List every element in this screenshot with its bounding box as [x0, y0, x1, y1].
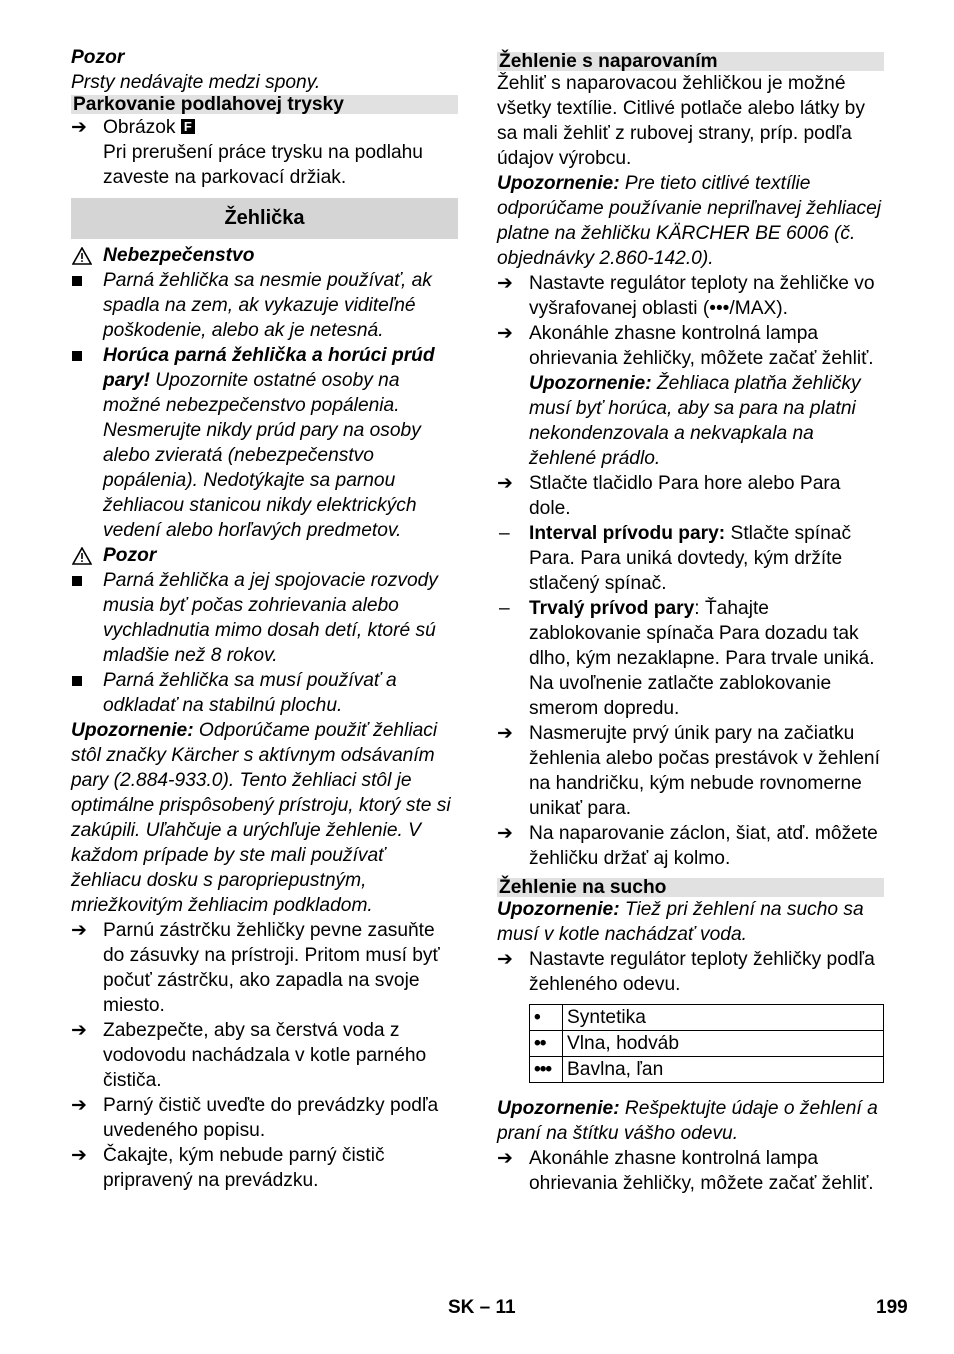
dash-item [497, 521, 884, 596]
right-column [497, 52, 884, 1196]
temperature-table [529, 1004, 884, 1083]
step-text: Nastavte regulátor teploty na žehličke vo vyšrafovanej oblasti (•••/MAX). [529, 273, 875, 319]
step-text: Akonáhle zhasne kontrolná lampa ohrievania žehličky, môžete začať žehliť. [529, 323, 874, 369]
note-text: Pre tieto citlivé textílie odporúčame používanie nepriľnavej žehliacej platne na žehličku KÄRCHER BE 6006 (č. objednávky 2.860-142.0). [497, 173, 882, 269]
step [71, 1093, 458, 1143]
arrow-right-icon: ➔ [497, 1148, 514, 1169]
step-text: Zabezpečte, aby sa čerstvá voda z vodovodu nachádzala v kotle parného čističa. [103, 1020, 427, 1091]
dry-ironing-header: Žehlenie na sucho [497, 878, 884, 897]
step [71, 918, 458, 1018]
caution-heading-title: Pozor [103, 545, 157, 566]
dash-item-bold: Interval prívodu pary: [529, 523, 726, 544]
danger-title: Nebezpečenstvo [103, 245, 255, 266]
page-footer-section: SK – 11 [448, 1297, 516, 1318]
arrow-right-icon: ➔ [497, 323, 514, 344]
note-label: Upozornenie: [497, 899, 620, 920]
fabric-cell: Vlna, hodváb [563, 1031, 884, 1057]
step [497, 721, 884, 821]
caution-title: Pozor [71, 47, 125, 68]
caution-item-text: Parná žehlička sa musí používať a odkladať na stabilnú plochu. [103, 670, 397, 716]
step [497, 947, 884, 997]
page-number: 199 [876, 1297, 908, 1318]
section-title: Žehlička [71, 198, 458, 239]
step [71, 1143, 458, 1193]
note-text: Odporúčame použiť žehliaci stôl značky Kärcher s aktívnym odsávaním pary (2.884-933.0). Tento žehliaci stôl je optimálne prispôsobený prístroju, ktorý ste si zakúpili. Uľahčuje a urýchľuje žehlenie. V každom prípade by ste mali používať žehliacu dosku s paropriepustným, mriežkovitým žehliacim podkladom. [71, 720, 451, 916]
caution-item [71, 568, 458, 668]
steam-ironing-header: Žehlenie s naparovaním [497, 52, 884, 71]
arrow-right-icon: ➔ [71, 1145, 88, 1166]
dots-cell: ••• [530, 1057, 563, 1083]
parking-header: Parkovanie podlahovej trysky [71, 95, 458, 114]
arrow-right-icon: ➔ [497, 723, 514, 744]
danger-item [71, 268, 458, 343]
step-text: Nasmerujte prvý únik pary na začiatku žehlenia alebo počas prestávok v žehlení na handričku, kým nebude rovnomerne unikať para. [529, 723, 880, 819]
arrow-right-icon: ➔ [497, 273, 514, 294]
arrow-right-icon: ➔ [71, 1020, 88, 1041]
table-row [530, 1031, 884, 1057]
note-label: Upozornenie: [497, 173, 620, 194]
figure-ref: F [181, 119, 195, 134]
danger-item-text: Parná žehlička sa nesmie používať, ak spadla na zem, ak vykazuje viditeľné poškodenie, alebo ak je netesná. [103, 270, 432, 341]
dash-item [497, 596, 884, 721]
dash-item-text: Stlačte spínač Para. Para uniká dovtedy, kým držíte stlačený spínač. [529, 523, 852, 594]
fabric-cell: Bavlna, ľan [563, 1057, 884, 1083]
step [497, 1146, 884, 1196]
arrow-right-icon: ➔ [71, 920, 88, 941]
danger-item-bold: Horúca parná žehlička a horúci prúd pary! [103, 345, 435, 391]
dots-cell: • [530, 1005, 563, 1031]
note-label: Upozornenie: [71, 720, 194, 741]
park-step-prefix: Obrázok [103, 117, 176, 138]
caution-item-text: Parná žehlička a jej spojovacie rozvody musia byť počas zohrievania alebo vychladnutia mimo dosah detí, ktoré sú mladšie než 8 rokov. [103, 570, 438, 666]
steam-intro: Žehliť s naparovacou žehličkou je možné všetky textílie. Citlivé potlače alebo látky by sa mali žehliť z rubovej strany, príp. podľa údajov výrobcu. [497, 73, 865, 169]
arrow-right-icon: ➔ [497, 473, 514, 494]
danger-heading [71, 243, 458, 268]
left-column [71, 45, 458, 1193]
dash-bullet: – [499, 598, 510, 619]
dry-note [497, 897, 884, 947]
step [71, 1018, 458, 1093]
table-row [530, 1005, 884, 1031]
note-label: Upozornenie: [529, 373, 652, 394]
dash-bullet: – [499, 523, 510, 544]
arrow-right-icon: ➔ [497, 823, 514, 844]
dash-item-bold: Trvalý prívod pary [529, 598, 695, 619]
step-text: Parnú zástrčku žehličky pevne zasuňte do zásuvky na prístroji. Pritom musí byť počuť zástrčku, ako zapadla na svoje miesto. [103, 920, 440, 1016]
step [497, 321, 884, 471]
step-text: Stlačte tlačidlo Para hore alebo Para dole. [529, 473, 841, 519]
warning-triangle-icon [72, 247, 92, 265]
note-text: Rešpektujte údaje o žehlení a praní na štítku vášho odevu. [497, 1098, 878, 1144]
note-paragraph [71, 718, 458, 918]
dash-item-text: : Ťahajte zablokovanie spínača Para dozadu tak dlho, kým nezaklapne. Para trvale uniká. Na uvoľnenie zatlačte zablokovanie smerom dopredu. [529, 598, 875, 719]
note-text: Tiež pri žehlení na sucho sa musí v kotle nachádzať voda. [497, 899, 864, 945]
step-text: Akonáhle zhasne kontrolná lampa ohrievania žehličky, môžete začať žehliť. [529, 1148, 874, 1194]
park-step-text: Pri prerušení práce trysku na podlahu zaveste na parkovací držiak. [103, 142, 423, 188]
fabric-cell: Syntetika [563, 1005, 884, 1031]
steam-note [497, 171, 884, 271]
danger-item-text: Upozornite ostatné osoby na možné nebezpečenstvo popálenia. Nesmerujte nikdy prúd pary na osoby alebo zvieratá (nebezpečenstvo popálenia). Nedotýkajte sa parnou žehliacou stanicou nikdy elektrických vedení alebo horľavých predmetov. [103, 370, 421, 541]
final-note [497, 1096, 884, 1146]
step-text: Na naparovanie záclon, šiat, atď. môžete žehličku držať aj kolmo. [529, 823, 878, 869]
step-note [529, 373, 861, 469]
dots-cell: •• [530, 1031, 563, 1057]
danger-item [71, 343, 458, 543]
step [497, 271, 884, 321]
note-text: Žehliaca platňa žehličky musí byť horúca, aby sa para na platni nekondenzovala a nekvapkala na žehlené prádlo. [529, 373, 861, 469]
warning-triangle-icon [72, 547, 92, 565]
table-row [530, 1057, 884, 1083]
arrow-right-icon: ➔ [71, 1095, 88, 1116]
step-text: Čakajte, kým nebude parný čistič pripravený na prevádzku. [103, 1145, 385, 1191]
step [497, 471, 884, 521]
arrow-right-icon: ➔ [71, 117, 88, 138]
step [497, 821, 884, 871]
park-step [71, 115, 458, 190]
arrow-right-icon: ➔ [497, 949, 514, 970]
caution-text: Prsty nedávajte medzi spony. [71, 72, 321, 93]
step-text: Nastavte regulátor teploty žehličky podľa žehleného odevu. [529, 949, 875, 995]
caution-item [71, 668, 458, 718]
caution-heading [71, 543, 458, 568]
note-label: Upozornenie: [497, 1098, 620, 1119]
step-text: Parný čistič uveďte do prevádzky podľa uvedeného popisu. [103, 1095, 439, 1141]
